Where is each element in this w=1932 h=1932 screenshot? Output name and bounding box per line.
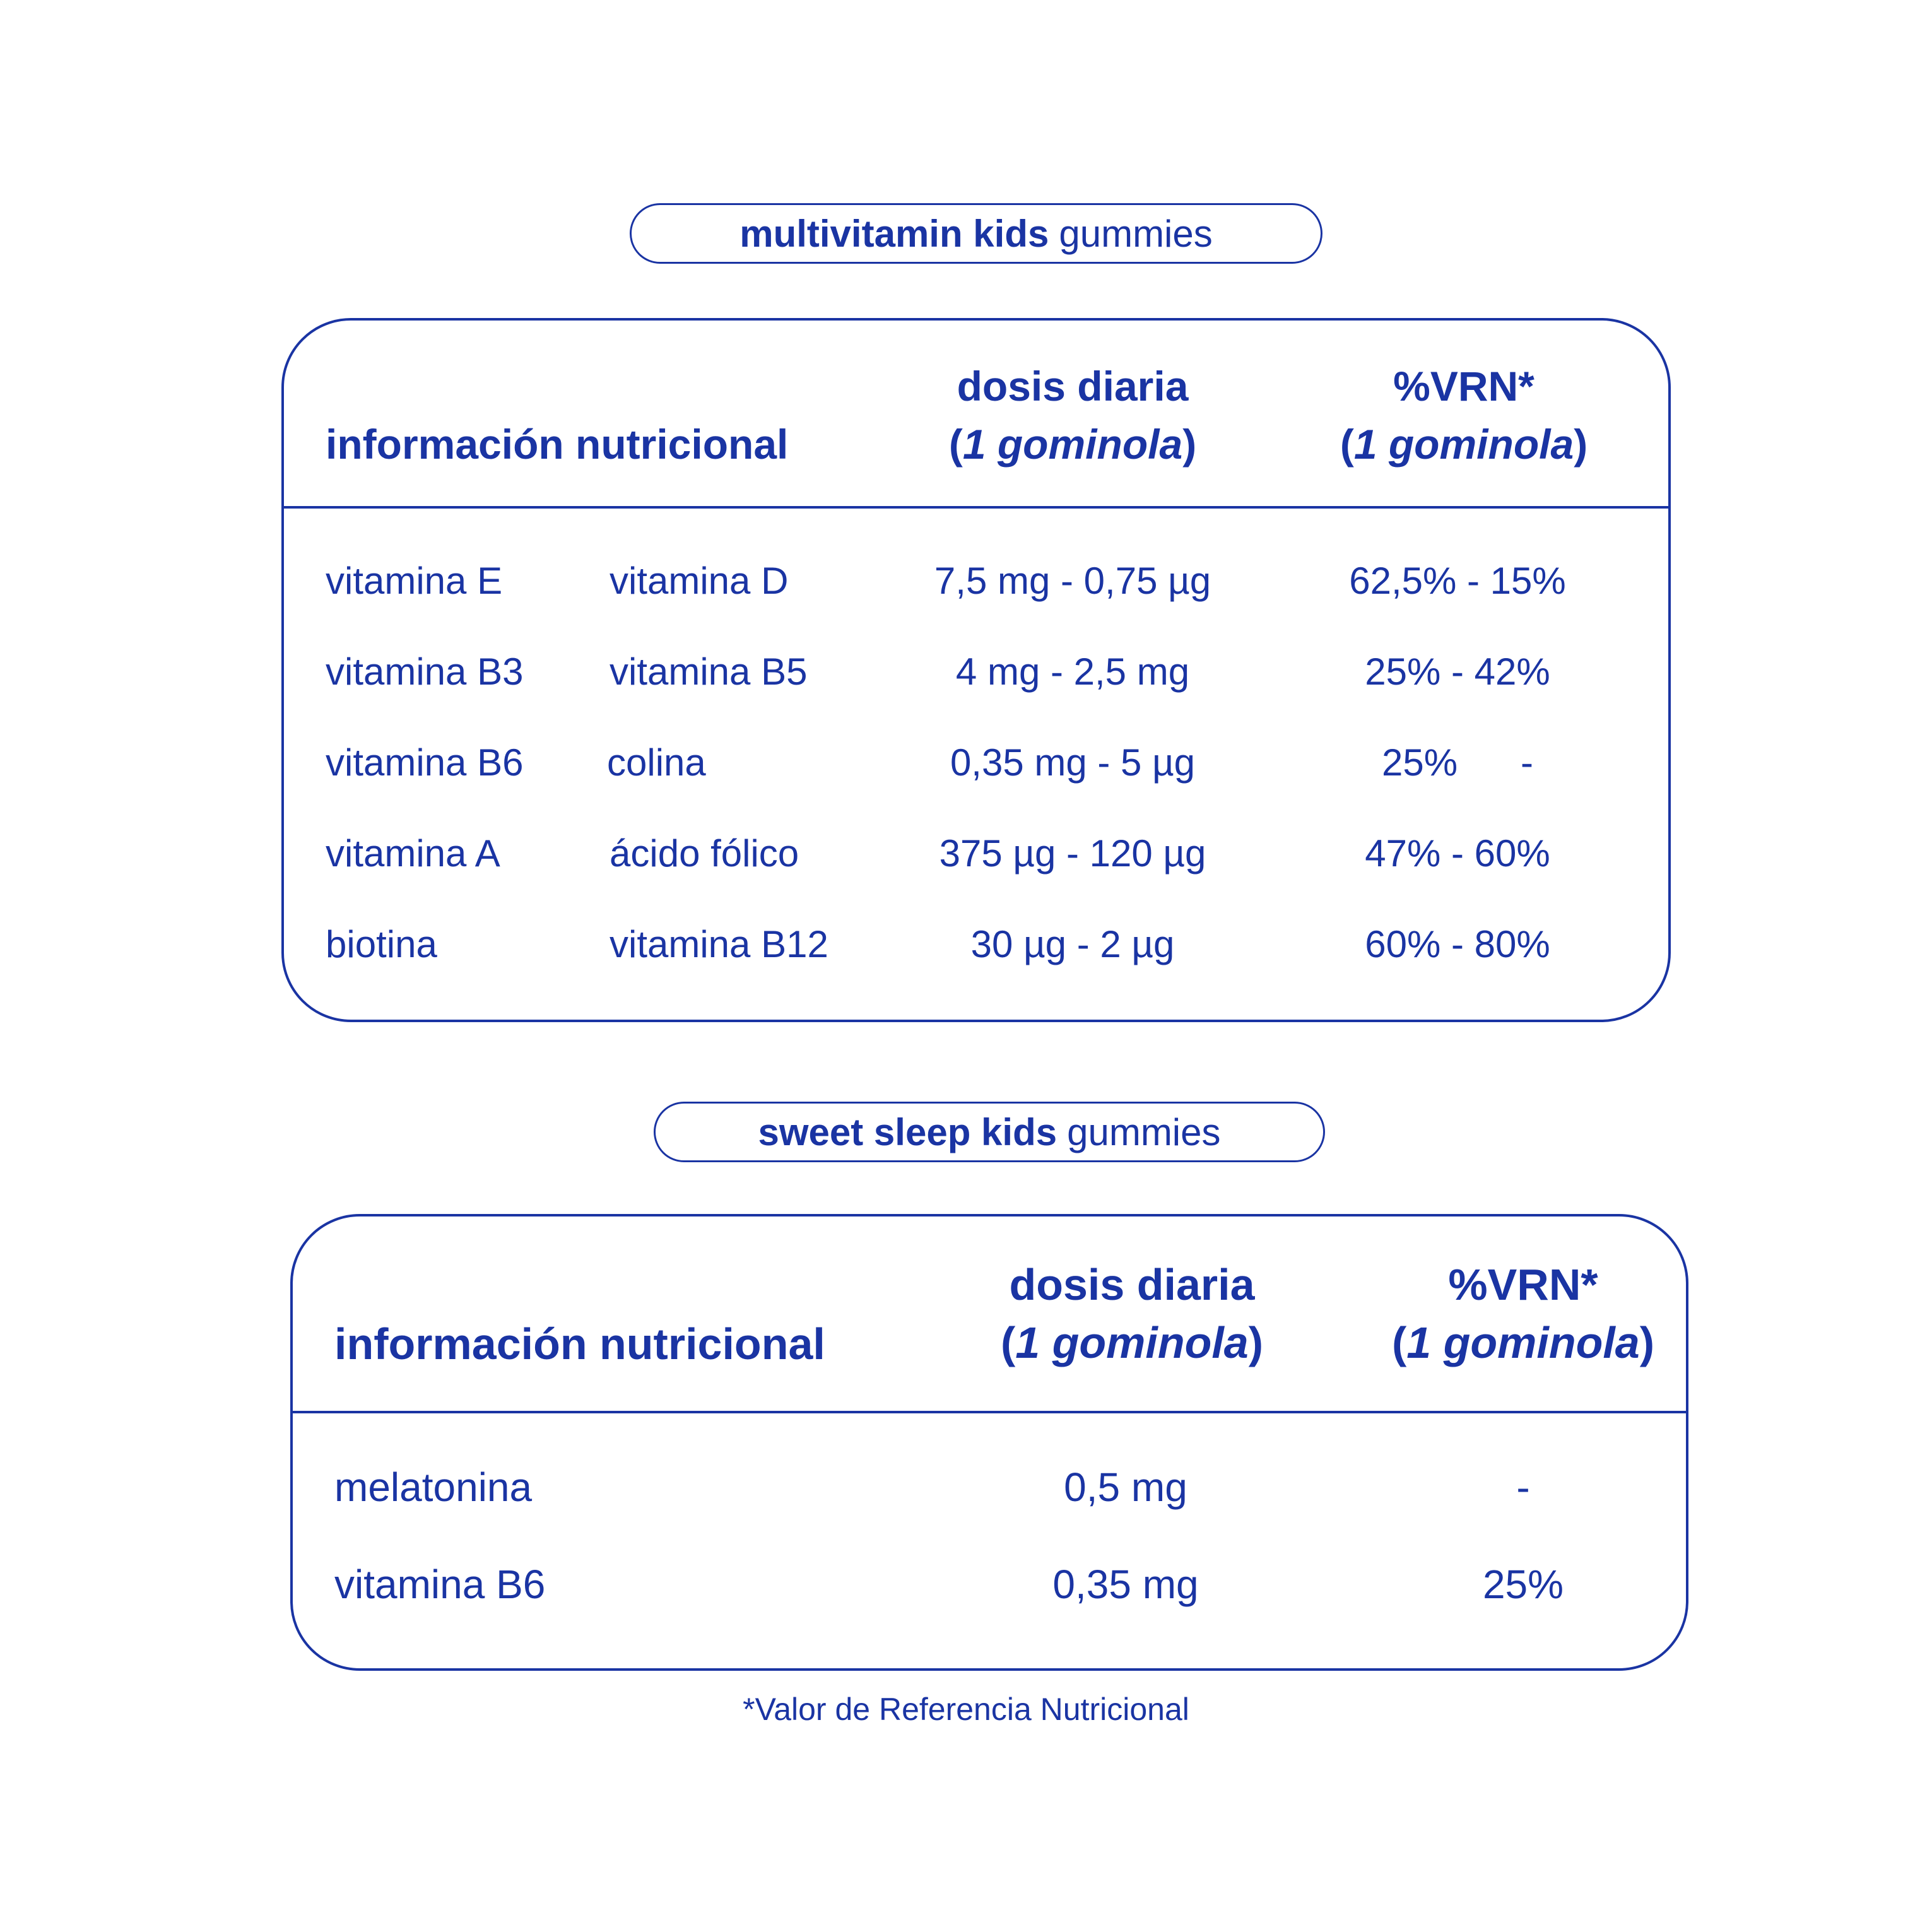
daily-dose-value: 375 µg - 120 µg	[939, 832, 1206, 875]
footnote: *Valor de Referencia Nutricional	[743, 1692, 1189, 1727]
nutrient-name: vitamina B3	[326, 651, 524, 693]
product-title-pill	[654, 1102, 1325, 1162]
header-divider	[293, 1411, 1686, 1413]
daily-dose-value: 0,35 mg	[1052, 1562, 1199, 1607]
vrn-value: -	[1516, 1464, 1530, 1510]
column-header-info: información nutricional	[334, 1319, 825, 1369]
column-header-info: información nutricional	[326, 421, 789, 468]
nutrient-name: vitamina B5	[610, 651, 808, 693]
daily-dose-value: 0,35 mg - 5 µg	[950, 741, 1196, 784]
nutrient-name: vitamina D	[610, 560, 789, 602]
header-divider	[284, 506, 1668, 509]
column-header-dose: dosis diaria (1 gominola)	[948, 363, 1197, 468]
column-header-dose: dosis diaria (1 gominola)	[1000, 1260, 1264, 1367]
product-name-light: gummies	[1059, 212, 1213, 255]
vrn-value: 25% -	[1381, 741, 1534, 784]
nutrition-table	[290, 1214, 1688, 1671]
vrn-value: 47% - 60%	[1365, 832, 1550, 875]
vrn-value: 25%	[1482, 1562, 1564, 1607]
nutrient-name: vitamina B6	[334, 1562, 546, 1607]
product-name-bold: sweet sleep kids	[758, 1110, 1057, 1153]
column-header-vrn: %VRN* (1 gominola)	[1391, 1260, 1655, 1367]
daily-dose-value: 4 mg - 2,5 mg	[955, 651, 1190, 693]
product-title-pill	[630, 203, 1322, 264]
nutrient-name: vitamina B6	[326, 741, 524, 784]
daily-dose-value: 7,5 mg - 0,75 µg	[934, 560, 1211, 602]
nutrition-table	[281, 318, 1671, 1022]
product-name-light: gummies	[1067, 1110, 1221, 1153]
daily-dose-value: 0,5 mg	[1064, 1464, 1187, 1510]
vrn-value: 62,5% - 15%	[1349, 560, 1566, 602]
nutrient-name: vitamina A	[326, 832, 500, 875]
product-name-bold: multivitamin kids	[739, 212, 1049, 255]
nutrient-name: ácido fólico	[610, 832, 799, 875]
nutrient-name: vitamina B12	[610, 923, 828, 965]
vrn-value: 60% - 80%	[1365, 923, 1550, 965]
nutrient-name: melatonina	[334, 1464, 533, 1510]
nutrient-name: vitamina E	[326, 560, 503, 602]
vrn-value: 25% - 42%	[1365, 651, 1550, 693]
nutrient-name: biotina	[326, 923, 437, 965]
column-header-vrn: %VRN* (1 gominola)	[1340, 363, 1588, 468]
daily-dose-value: 30 µg - 2 µg	[970, 923, 1175, 965]
nutrient-name: colina	[607, 741, 706, 784]
